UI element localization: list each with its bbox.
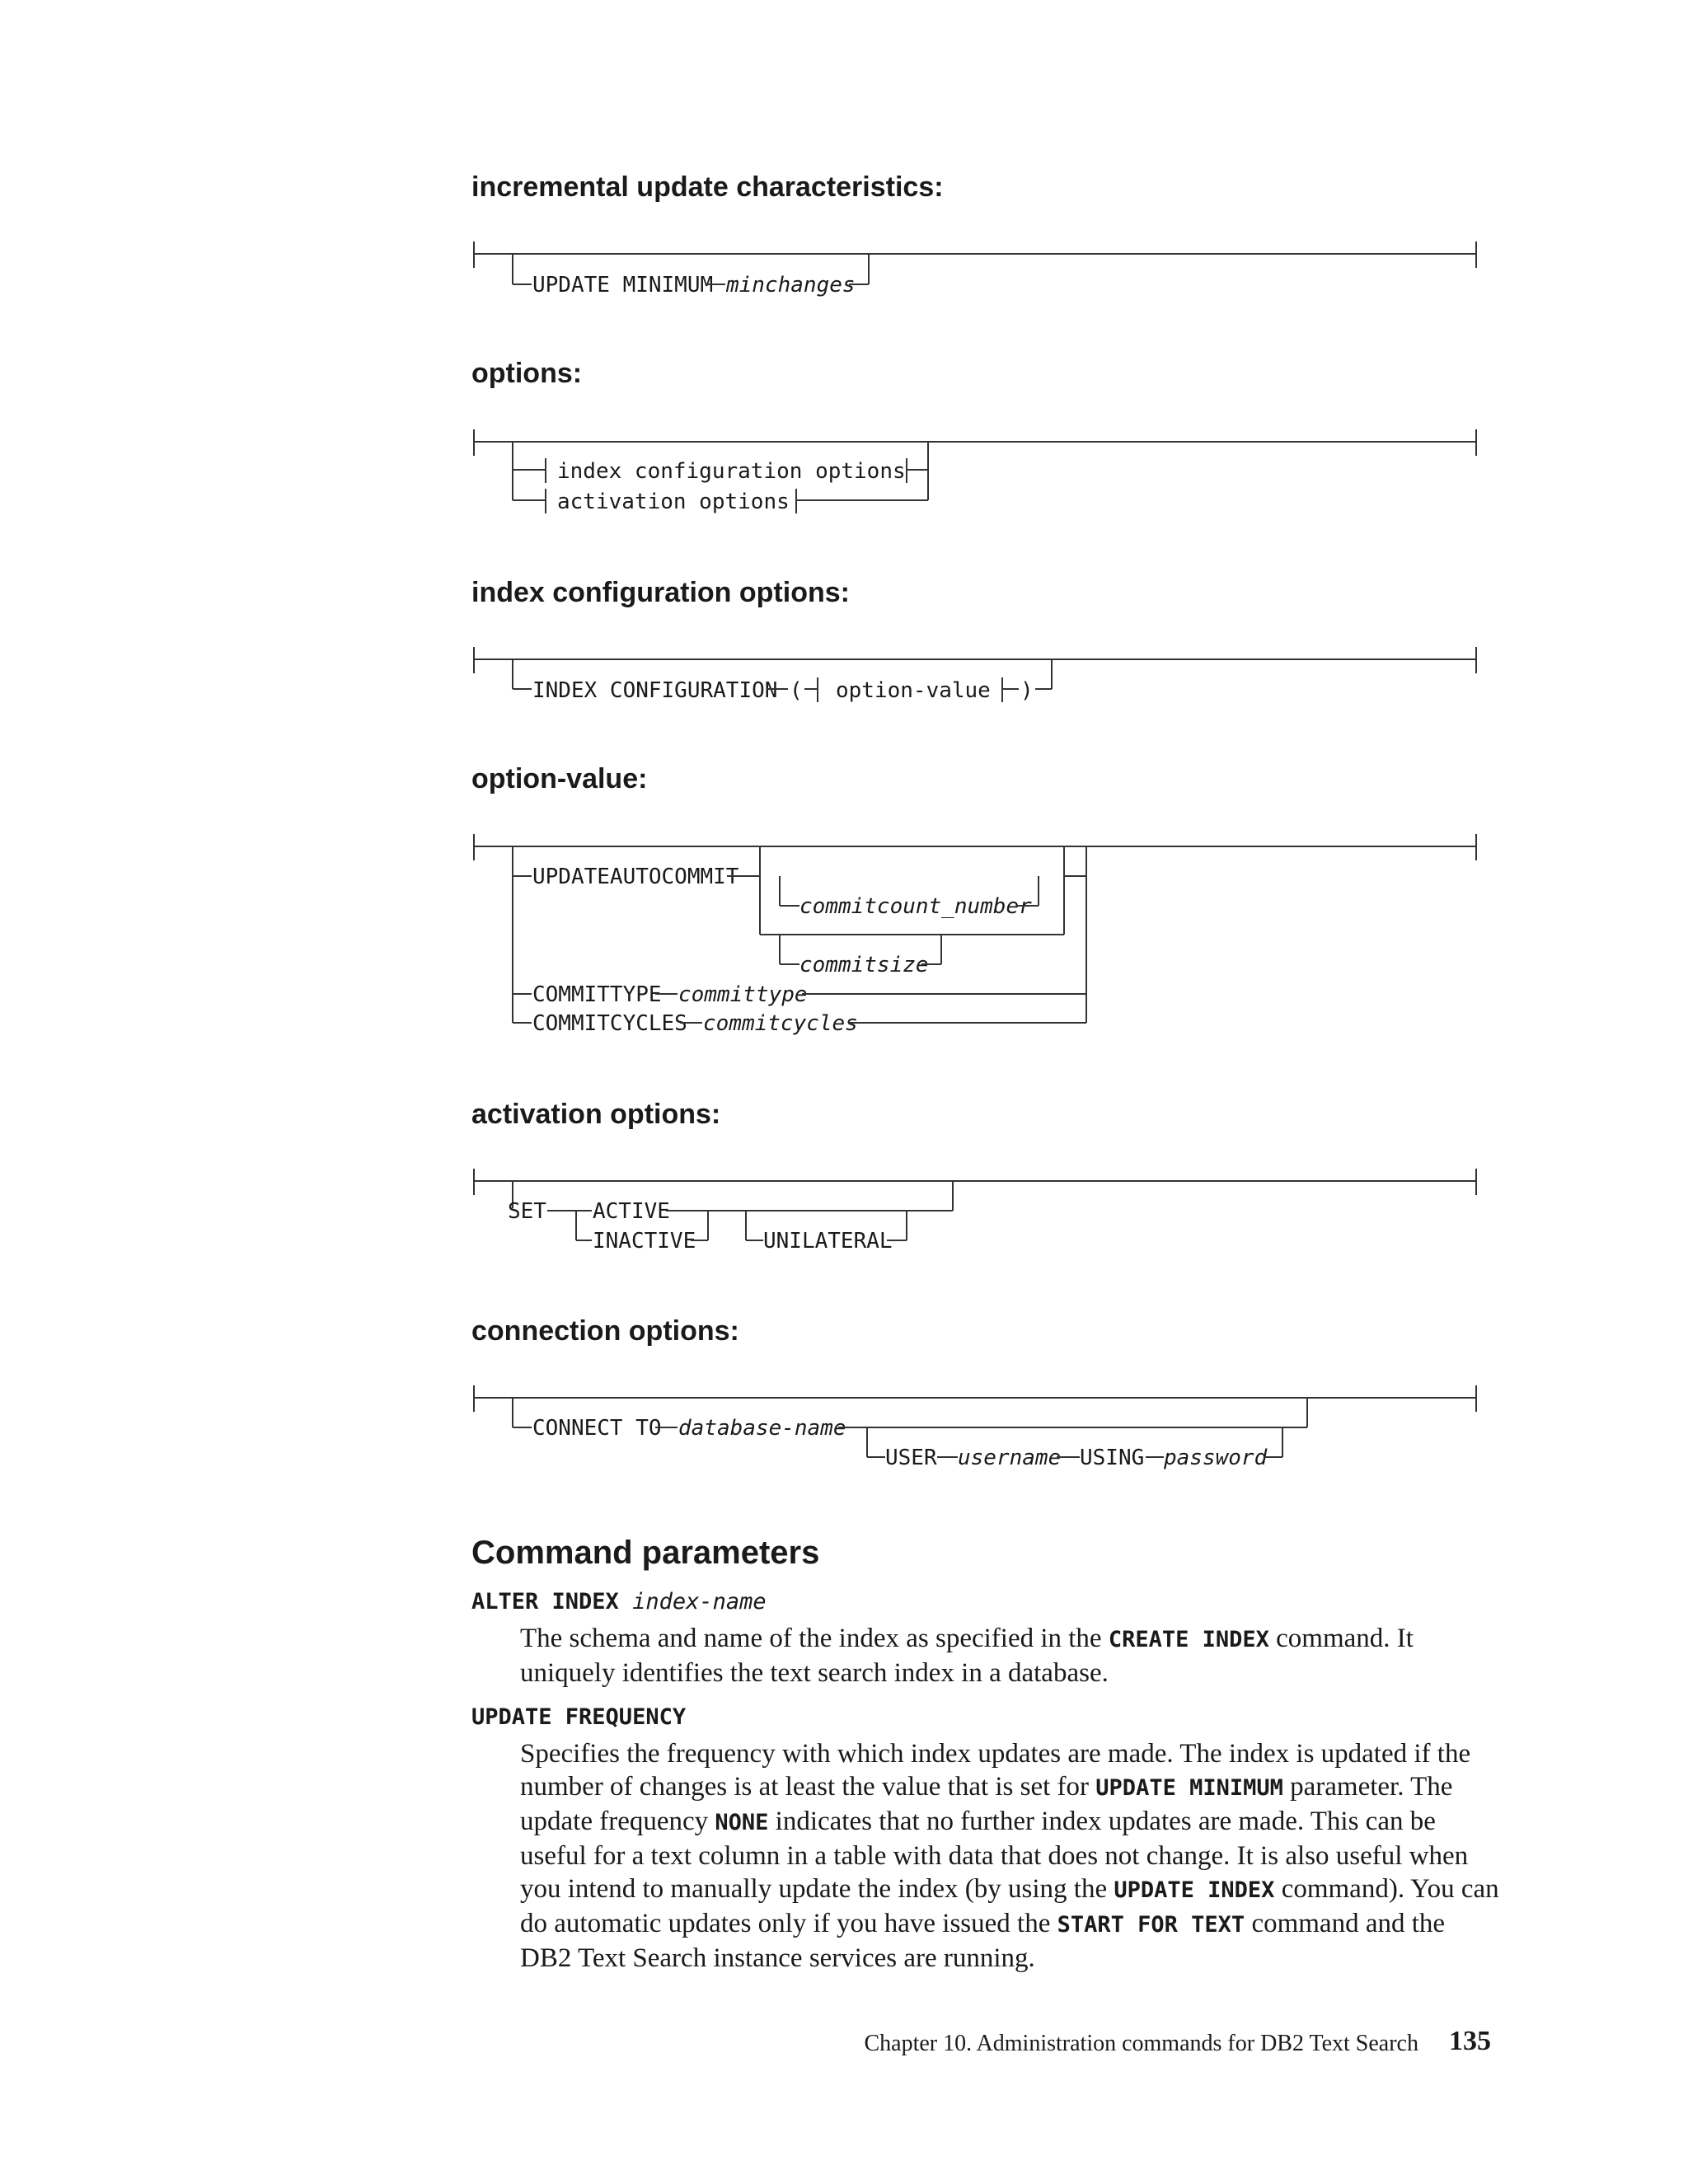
open-paren: (	[790, 678, 803, 703]
connection-options-diagram	[474, 1385, 1476, 1470]
keyword-index-configuration: INDEX CONFIGURATION	[532, 678, 778, 703]
desc-command: START FOR TEXT	[1057, 1912, 1245, 1938]
variable-committype: committype	[678, 982, 808, 1007]
keyword-using: USING	[1080, 1446, 1145, 1470]
variable-minchanges: minchanges	[726, 273, 856, 298]
incremental-update-diagram	[474, 241, 1476, 298]
options-heading: options:	[471, 358, 583, 389]
variable-commitcount-number: commitcount_number	[799, 894, 1032, 919]
variable-password: password	[1164, 1446, 1268, 1470]
param-term-alter-index	[471, 1591, 767, 1613]
activation-options-heading: activation options:	[471, 1099, 721, 1130]
variable-commitcycles: commitcycles	[703, 1011, 858, 1036]
activation-options-diagram	[474, 1169, 1476, 1254]
keyword-set: SET	[508, 1199, 546, 1224]
desc-text: indicates that no further index updates are made. This can be useful for a text column in a table with data that does not change. It is also useful when you intend to manually update the index (by using the	[520, 1807, 1469, 1904]
variable-commitsize: commitsize	[799, 953, 929, 977]
desc-command: UPDATE INDEX	[1114, 1877, 1275, 1903]
variable-username: username	[958, 1446, 1062, 1470]
keyword-commitcycles: COMMITCYCLES	[532, 1011, 687, 1036]
keyword-active: ACTIVE	[593, 1199, 670, 1224]
desc-command: UPDATE MINIMUM	[1095, 1775, 1283, 1801]
keyword-update-minimum: UPDATE MINIMUM	[532, 273, 714, 298]
desc-text: command). You can do automatic updates only if you have issued the	[520, 1874, 1499, 1938]
incremental-update-heading: incremental update characteristics:	[471, 171, 944, 203]
command-parameters-heading: Command parameters	[471, 1535, 820, 1571]
option-value-diagram	[474, 834, 1476, 1036]
option-value-heading: option-value:	[471, 763, 648, 794]
keyword-updateautocommit: UPDATEAUTOCOMMIT	[532, 865, 739, 889]
keyword-unilateral: UNILATERAL	[763, 1229, 893, 1254]
param-desc-update-frequency	[520, 1737, 1501, 1975]
keyword-inactive: INACTIVE	[593, 1229, 696, 1254]
term-variable: index-name	[632, 1589, 767, 1615]
desc-text: parameter. The update frequency	[520, 1772, 1453, 1836]
ref-activation-options: activation options	[557, 490, 790, 514]
footer-chapter-title: Chapter 10. Administration commands for DB2 Text Search	[864, 2031, 1418, 2056]
connection-options-heading: connection options:	[471, 1315, 739, 1347]
desc-text: command. It uniquely identifies the text search index in a database.	[520, 1624, 1414, 1688]
term-keyword: ALTER INDEX	[471, 1589, 619, 1615]
keyword-committype: COMMITTYPE	[532, 982, 662, 1007]
index-configuration-heading: index configuration options:	[471, 577, 850, 608]
page-number: 135	[1449, 2026, 1491, 2056]
ref-index-configuration-options: index configuration options	[557, 459, 906, 484]
ref-option-value: option-value	[836, 678, 991, 703]
param-term-update-frequency: UPDATE FREQUENCY	[471, 1704, 687, 1730]
desc-text: command and the DB2 Text Search instance services are running.	[520, 1909, 1446, 1973]
desc-text: Specifies the frequency with which index updates are made. The index is updated if the number of changes is at least the value that is set for	[520, 1739, 1471, 1802]
index-configuration-diagram	[474, 647, 1476, 703]
desc-command: NONE	[715, 1810, 769, 1835]
keyword-connect-to: CONNECT TO	[532, 1416, 662, 1441]
param-desc-alter-index	[520, 1622, 1501, 1690]
variable-database-name: database-name	[678, 1416, 846, 1441]
desc-text: The schema and name of the index as specified in the	[520, 1624, 1109, 1653]
close-paren: )	[1020, 678, 1034, 703]
options-diagram	[474, 429, 1476, 514]
desc-command: CREATE INDEX	[1108, 1627, 1269, 1652]
keyword-user: USER	[885, 1446, 937, 1470]
